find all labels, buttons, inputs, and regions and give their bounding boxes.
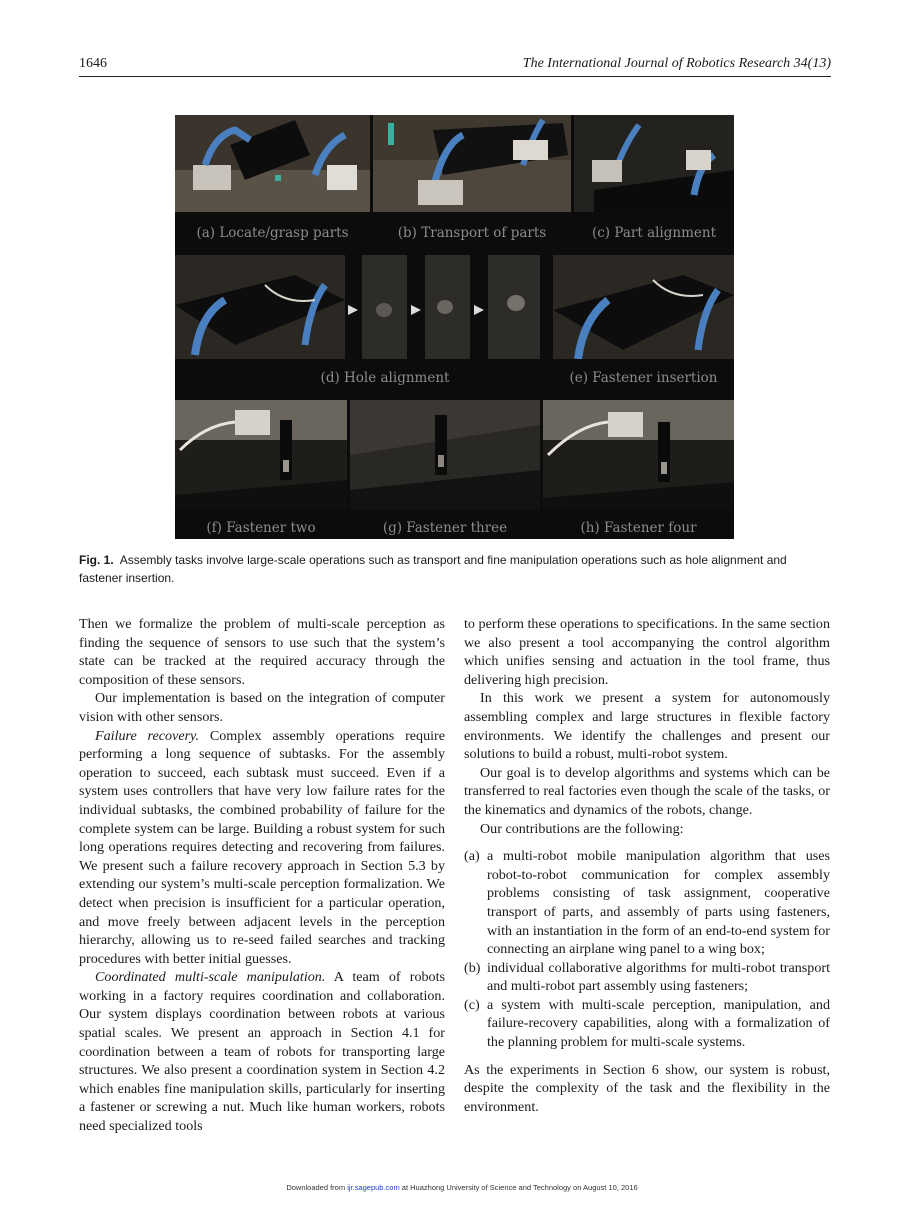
list-item: (b) individual collaborative algorithms for multi-robot transport and multi-robot part assembly using fasteners;: [464, 959, 830, 995]
figure-caption-text: Assembly tasks involve large-scale operations such as transport and fine manipulation operations such as hole alignment and fastener insertion.: [79, 553, 787, 585]
footer-link[interactable]: ijr.sagepub.com: [347, 1183, 400, 1192]
figure-label: Fig. 1.: [79, 553, 114, 567]
photo-part-alignment: [574, 115, 734, 212]
paragraph: Then we formalize the problem of multi-scale perception as finding the sequence of sensors to use such that the system’s state can be tracked at the required accuracy through the composition of these sensors.: [79, 616, 445, 688]
list-item: (c) a system with multi-scale perception, manipulation, and failure-recovery capabilities, along with a formalization of the planning problem for multi-scale systems.: [464, 996, 830, 1051]
download-footer: Downloaded from ijr.sagepub.com at Huazhong University of Science and Technology on August 10, 2016: [286, 1183, 638, 1192]
caption-g: (g) Fastener three: [382, 520, 508, 536]
caption-f: (f) Fastener two: [206, 520, 316, 536]
photo-fastener-two: [175, 400, 347, 510]
paragraph: Our contributions are the following:: [480, 820, 684, 837]
journal-title: The International Journal of Robotics Research 34(13): [522, 56, 831, 71]
caption-h: (h) Fastener four: [580, 520, 697, 536]
paragraph-failure-recovery: Failure recovery. Complex assembly operations require performing a long sequence of subtasks. For the assembly operation to succeed, each subtask must succeed. Even if a system uses controllers that have very low failure rates for the individual subtasks, the combined probability of failure for the complete system can be large. Building a robust system for such long operations requires detecting and recovering from failures. We present such a failure recovery approach in Section 5.3 by extending our system’s multi-scale perception formalization. We detect when precision is insufficient for a particular operation, and move freely between adjacent levels in the perception hierarchy, allowing us to re-seed failed searches and tracking procedures with better initial guesses.: [79, 727, 445, 967]
paragraph: As the experiments in Section 6 show, our system is robust, despite the complexity of the task and the flexibility in the environment.: [464, 1061, 830, 1115]
photo-hole-step-1: [362, 255, 407, 359]
figure-caption: [79, 551, 831, 587]
caption-e: (e) Fastener insertion: [569, 370, 718, 386]
figure-1: [175, 115, 734, 539]
photo-hole-step-3: [488, 255, 540, 359]
paragraph-coordinated-manipulation: Coordinated multi-scale manipulation. A team of robots working in a factory requires coordination and collaboration. Our system displays coordination between robots at various spatial scales. We present an approach in Section 4.1 for coordination between a team of robots for transporting large structures. We also present a coordination system in Section 4.2 which enables fine manipulation skills, particularly for inserting a fastener or screwing a nut. Much like human workers, robots need specialized tools: [79, 969, 445, 1135]
contributions-list: [464, 847, 830, 1052]
photo-locate-grasp: [175, 115, 370, 212]
paragraph: Our goal is to develop algorithms and systems which can be transferred to real factories even though the scale of the tasks, or the kinematics and dynamics of the robots, change.: [464, 764, 830, 818]
run-in-heading: Failure recovery.: [95, 727, 200, 744]
caption-b: (b) Transport of parts: [397, 225, 547, 241]
paragraph: to perform these operations to specifications. In the same section we also present a tool accompanying the control algorithm which unifies sensing and actuation in the tool frame, thus delivering high precision.: [464, 616, 830, 688]
paragraph: In this work we present a system for autonomously assembling complex and large structures in flexible factory environments. We identify the challenges and present our solutions to build a robust, multi-robot system.: [464, 690, 830, 763]
right-column: [464, 615, 830, 1116]
photo-transport: [373, 115, 571, 212]
caption-c: (c) Part alignment: [591, 225, 716, 241]
photo-fastener-four: [543, 400, 734, 510]
photo-fastener-insertion: [553, 255, 734, 359]
list-item: (a) a multi-robot mobile manipulation algorithm that uses robot-to-robot communication for complex assembly problems consisting of task assignment, cooperative transport of parts, and assembly of parts using fasteners, with an instantiation in the form of an end-to-end system for connecting an airplane wing panel to a wing box;: [464, 848, 830, 958]
photo-hole-alignment-robot: [175, 255, 345, 359]
arrow-icon: [346, 303, 360, 317]
running-header: [79, 56, 831, 77]
photo-hole-step-2: [425, 255, 470, 359]
arrow-icon: [472, 303, 486, 317]
caption-a: (a) Locate/grasp parts: [196, 225, 349, 241]
run-in-heading: Coordinated multi-scale manipulation.: [95, 969, 326, 986]
arrow-icon: [409, 303, 423, 317]
caption-d: (d) Hole alignment: [320, 370, 450, 386]
paragraph: Our implementation is based on the integration of computer vision with other sensors.: [79, 690, 445, 725]
page-number: 1646: [79, 56, 107, 71]
photo-fastener-three: [350, 400, 540, 510]
left-column: [79, 615, 445, 1136]
